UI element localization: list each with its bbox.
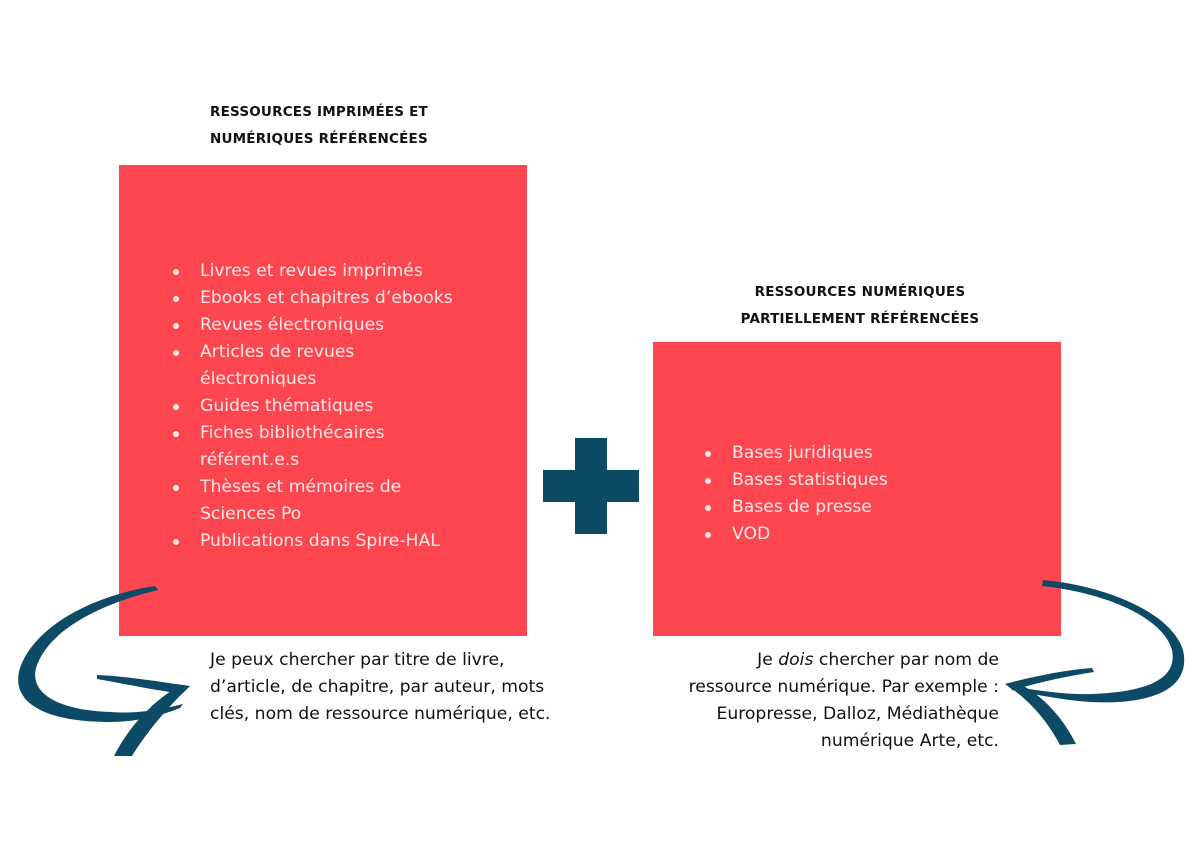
list-item: Bases de presse	[704, 494, 1034, 521]
caption-emphasis: dois	[778, 650, 814, 670]
list-item: Livres et revues imprimés	[172, 258, 502, 285]
right-heading-line: PARTIELLEMENT RÉFÉRENCÉES	[740, 311, 980, 327]
left-resources-list	[172, 258, 502, 555]
list-item: Bases juridiques	[704, 440, 1034, 467]
caption-line	[689, 647, 999, 674]
list-item: Thèses et mémoires de Sciences Po	[172, 474, 445, 528]
list-item: VOD	[704, 521, 1034, 548]
right-heading-line: RESSOURCES NUMÉRIQUES	[754, 284, 966, 300]
left-heading-line: RESSOURCES IMPRIMÉES ET	[210, 104, 428, 120]
list-item: Articles de revues électroniques	[172, 339, 390, 393]
right-panel-heading	[700, 279, 1020, 333]
caption-line: d’article, de chapitre, par auteur, mots	[210, 677, 545, 697]
left-heading-line: NUMÉRIQUES RÉFÉRENCÉES	[210, 131, 428, 147]
caption-prefix: Je	[757, 650, 779, 670]
caption-line: clés, nom de ressource numérique, etc.	[210, 704, 551, 724]
caption-line: ressource numérique. Par exemple :	[688, 677, 999, 697]
left-panel-heading	[210, 99, 470, 153]
list-item: Guides thématiques	[172, 393, 502, 420]
list-item: Bases statistiques	[704, 467, 1034, 494]
plus-icon	[543, 438, 639, 534]
right-search-caption	[689, 647, 999, 755]
caption-line: numérique Arte, etc.	[820, 731, 999, 751]
caption-line: Europresse, Dalloz, Médiathèque	[716, 704, 999, 724]
left-search-caption	[210, 647, 550, 728]
right-resources-list	[704, 440, 1034, 548]
list-item: Fiches bibliothécaires référent.e.s	[172, 420, 430, 474]
caption-line: Je peux chercher par titre de livre,	[210, 650, 505, 670]
list-item: Revues électroniques	[172, 312, 502, 339]
caption-suffix: chercher par nom de	[813, 650, 999, 670]
right-resources-box	[653, 342, 1061, 636]
list-item: Publications dans Spire-HAL	[172, 528, 502, 555]
left-resources-box	[119, 165, 527, 636]
list-item: Ebooks et chapitres d’ebooks	[172, 285, 502, 312]
